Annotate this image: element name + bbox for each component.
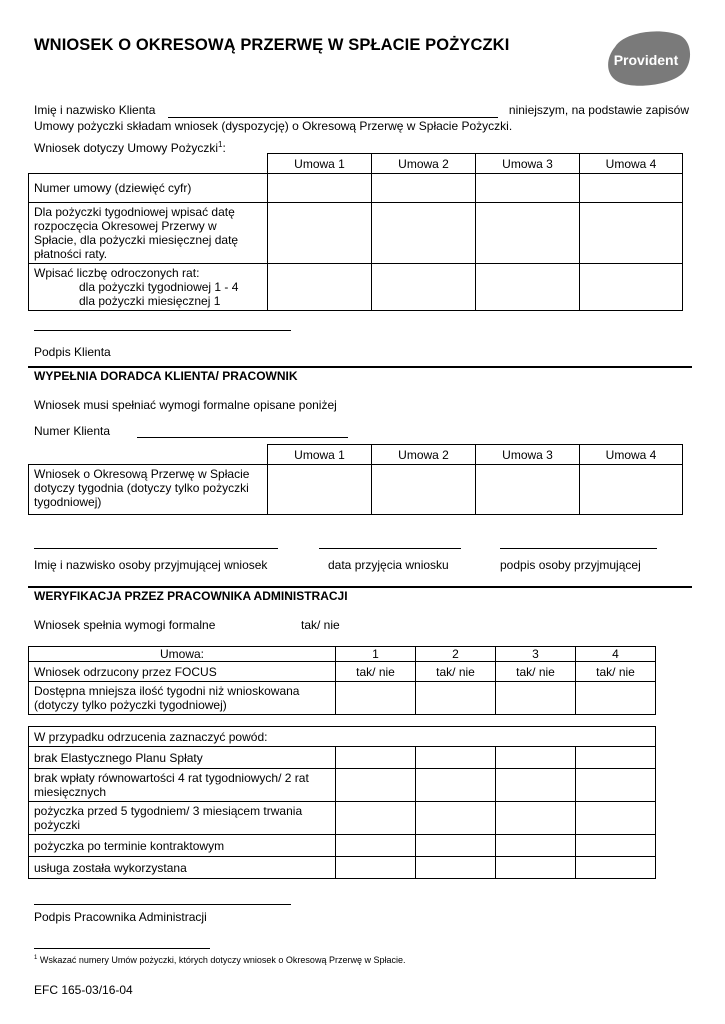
cell-fewer-weeks-2[interactable] — [416, 682, 496, 715]
client-number-field[interactable] — [137, 423, 348, 438]
cell-fewer-weeks-4[interactable] — [576, 682, 656, 715]
formal-check-label: Wniosek spełnia wymogi formalne — [34, 618, 216, 632]
reason-cell[interactable] — [336, 835, 416, 857]
cell-focus-4[interactable]: tak/ nie — [576, 662, 656, 682]
cell-contract-number-2[interactable] — [372, 174, 476, 203]
cell-deferred-count-3[interactable] — [476, 264, 580, 311]
cell-start-date-4[interactable] — [580, 203, 683, 264]
header-umowa-4: Umowa 4 — [580, 154, 683, 174]
cell-focus-2[interactable]: tak/ nie — [416, 662, 496, 682]
row-label-fewer-weeks: Dostępna mniejsza ilość tygodni niż wnioskowana (dotyczy tylko pożyczki tygodniowej) — [29, 682, 336, 715]
reason-label: pożyczka przed 5 tygodniem/ 3 miesiącem trwania pożyczki — [29, 802, 336, 835]
header-umowa-3: Umowa 3 — [476, 154, 580, 174]
receiver-name-line[interactable] — [34, 548, 278, 549]
reason-cell[interactable] — [416, 802, 496, 835]
logo-text: Provident — [613, 52, 679, 68]
reason-cell[interactable] — [576, 835, 656, 857]
reason-cell[interactable] — [496, 769, 576, 802]
receive-date-line[interactable] — [319, 548, 461, 549]
cell-week-2[interactable] — [372, 465, 476, 515]
section-divider — [28, 366, 692, 368]
reason-cell[interactable] — [576, 769, 656, 802]
reason-label: brak Elastycznego Planu Spłaty — [29, 747, 336, 769]
cell-deferred-count-4[interactable] — [580, 264, 683, 311]
client-signature-label: Podpis Klienta — [34, 345, 111, 359]
advisor-table — [28, 444, 683, 515]
client-name-row — [34, 103, 689, 119]
reason-cell[interactable] — [576, 802, 656, 835]
cell-week-4[interactable] — [580, 465, 683, 515]
reason-cell[interactable] — [336, 802, 416, 835]
provident-logo — [601, 29, 691, 89]
footnote-separator — [34, 948, 210, 949]
column-4: 4 — [576, 647, 656, 662]
receive-date-label: data przyjęcia wniosku — [328, 558, 449, 572]
advisor-section-heading: WYPEŁNIA DORADCA KLIENTA/ PRACOWNIK — [34, 369, 298, 383]
column-1: 1 — [336, 647, 416, 662]
rejection-table — [28, 726, 656, 879]
admin-section-heading: WERYFIKACJA PRZEZ PRACOWNIKA ADMINISTRACJI — [34, 589, 348, 603]
cell-focus-1[interactable]: tak/ nie — [336, 662, 416, 682]
rejection-heading: W przypadku odrzucenia zaznaczyć powód: — [29, 727, 656, 747]
reason-cell[interactable] — [576, 857, 656, 879]
row-label-deferred-count: Wpisać liczbę odroczonych rat: dla pożyczki tygodniowej 1 - 4 dla pożyczki miesięcznej 1 — [29, 264, 268, 311]
cell-fewer-weeks-1[interactable] — [336, 682, 416, 715]
section-divider — [28, 586, 692, 588]
receiver-signature-line[interactable] — [500, 548, 657, 549]
reason-cell[interactable] — [336, 857, 416, 879]
cell-start-date-2[interactable] — [372, 203, 476, 264]
cell-focus-3[interactable]: tak/ nie — [496, 662, 576, 682]
reason-label: brak wpłaty równowartości 4 rat tygodniowych/ 2 rat miesięcznych — [29, 769, 336, 802]
header-umowa-4: Umowa 4 — [580, 445, 683, 465]
page-title: WNIOSEK O OKRESOWĄ PRZERWĘ W SPŁACIE POŻYCZKI — [34, 36, 510, 54]
admin-signature-label: Podpis Pracownika Administracji — [34, 910, 207, 924]
row-label-focus: Wniosek odrzucony przez FOCUS — [29, 662, 336, 682]
header-umowa-3: Umowa 3 — [476, 445, 580, 465]
client-name-label: Imię i nazwisko Klienta — [34, 103, 156, 117]
reason-cell[interactable] — [496, 835, 576, 857]
client-number-label: Numer Klienta — [34, 424, 111, 438]
footnote-ref: 1 — [218, 140, 223, 149]
cell-week-1[interactable] — [268, 465, 372, 515]
reason-label: usługa została wykorzystana — [29, 857, 336, 879]
cell-deferred-count-2[interactable] — [372, 264, 476, 311]
client-name-field[interactable] — [168, 103, 498, 118]
receiver-signature-label: podpis osoby przyjmującej — [500, 558, 641, 572]
cell-contract-number-1[interactable] — [268, 174, 372, 203]
cell-contract-number-4[interactable] — [580, 174, 683, 203]
header-umowa-1: Umowa 1 — [268, 154, 372, 174]
reason-cell[interactable] — [416, 835, 496, 857]
formal-check-value[interactable]: tak/ nie — [301, 618, 340, 632]
reason-cell[interactable] — [496, 802, 576, 835]
cell-week-3[interactable] — [476, 465, 580, 515]
cell-fewer-weeks-3[interactable] — [496, 682, 576, 715]
admin-signature-line[interactable] — [34, 904, 291, 905]
receiver-name-label: Imię i nazwisko osoby przyjmującej wniosek — [34, 558, 268, 572]
client-signature-line[interactable] — [34, 330, 291, 331]
reason-cell[interactable] — [416, 769, 496, 802]
client-name-suffix: niniejszym, na podstawie zapisów — [508, 103, 689, 117]
column-2: 2 — [416, 647, 496, 662]
umowa-label: Umowa: — [29, 647, 336, 662]
header-umowa-2: Umowa 2 — [372, 154, 476, 174]
reason-cell[interactable] — [336, 769, 416, 802]
header-umowa-2: Umowa 2 — [372, 445, 476, 465]
reason-cell[interactable] — [416, 857, 496, 879]
row-label-contract-number: Numer umowy (dziewięć cyfr) — [29, 174, 268, 203]
cell-deferred-count-1[interactable] — [268, 264, 372, 311]
header-umowa-1: Umowa 1 — [268, 445, 372, 465]
row-label-week: Wniosek o Okresową Przerwę w Spłacie dotyczy tygodnia (dotyczy tylko pożyczki tygodniowej) — [29, 465, 268, 515]
reason-cell[interactable] — [416, 747, 496, 769]
reason-cell[interactable] — [336, 747, 416, 769]
document-code: EFC 165-03/16-04 — [34, 983, 133, 997]
formal-requirement-text: Wniosek musi spełniać wymogi formalne opisane poniżej — [34, 398, 337, 412]
cell-contract-number-3[interactable] — [476, 174, 580, 203]
contracts-table — [28, 153, 683, 311]
footnote: $^1$ Wskazać numery Umów pożyczki, których dotyczy wniosek o Okresową Przerwę w Spłacie. — [34, 955, 406, 965]
reason-label: pożyczka po terminie kontraktowym — [29, 835, 336, 857]
cell-start-date-1[interactable] — [268, 203, 372, 264]
cell-start-date-3[interactable] — [476, 203, 580, 264]
intro-line-2: Umowy pożyczki składam wniosek (dyspozycję) o Okresową Przerwę w Spłacie Pożyczki. — [34, 119, 513, 133]
row-label-start-date: Dla pożyczki tygodniowej wpisać datę rozpoczęcia Okresowej Przerwy w Spłacie, dla pożyczki miesięcznej datę płatności raty. — [29, 203, 268, 264]
reason-cell[interactable] — [576, 747, 656, 769]
contract-label: Wniosek dotyczy Umowy Pożyczki$^1$: — [34, 140, 226, 155]
reason-cell[interactable] — [496, 747, 576, 769]
verification-table — [28, 646, 656, 715]
reason-cell[interactable] — [496, 857, 576, 879]
column-3: 3 — [496, 647, 576, 662]
